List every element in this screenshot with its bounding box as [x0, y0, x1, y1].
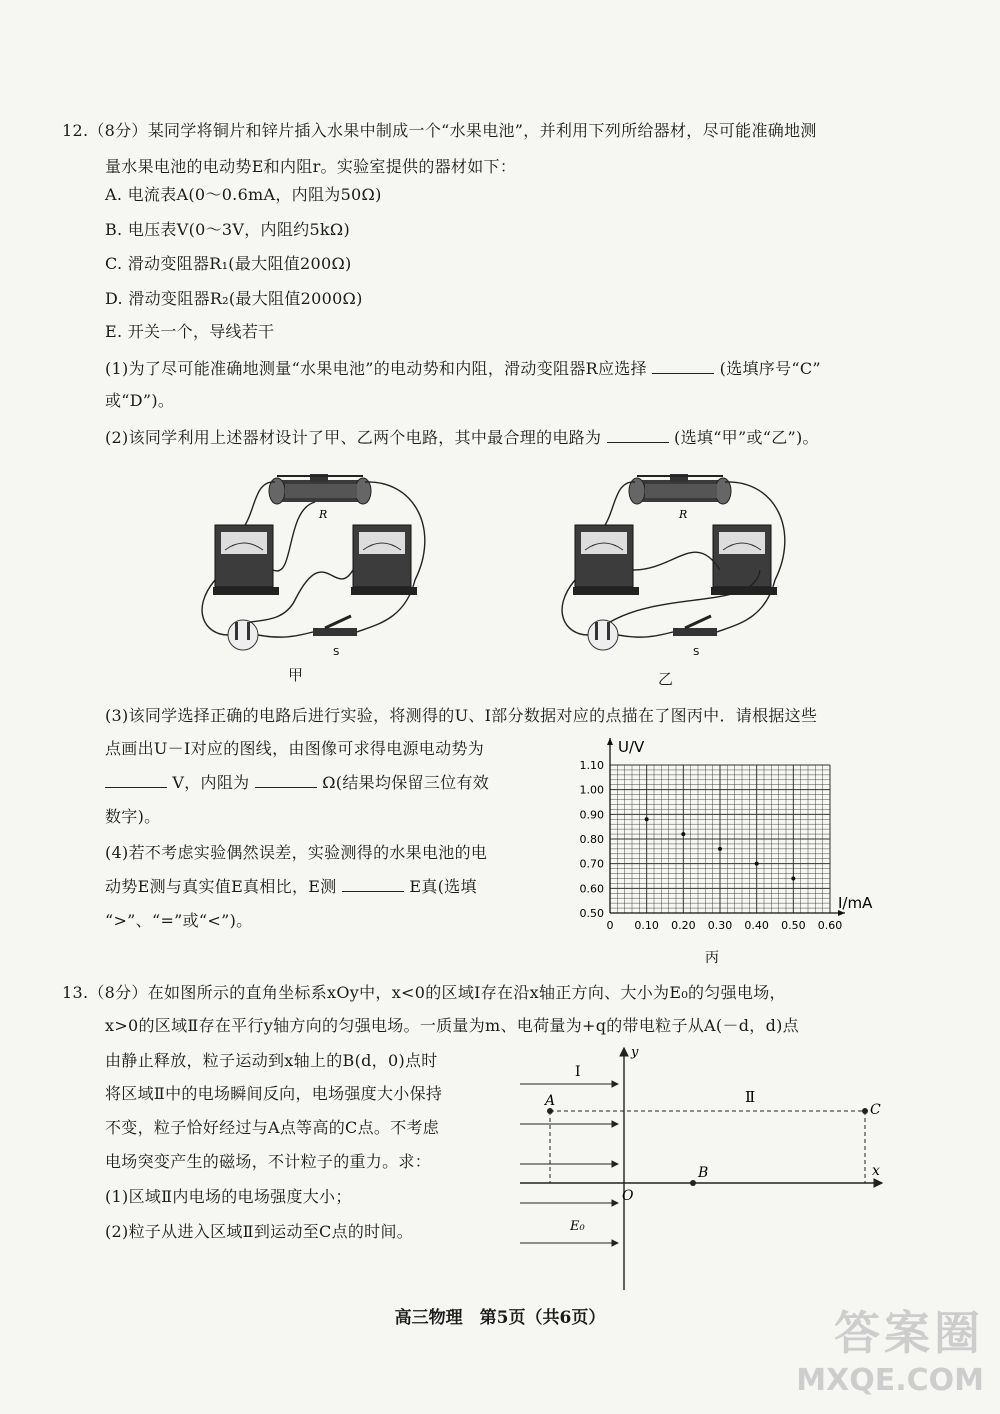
answer-blank-2[interactable]: [607, 428, 669, 443]
fruit-battery-icon: [228, 620, 258, 650]
q12-part3-line3: [105, 772, 489, 794]
q12-option-c: C. 滑动变阻器R₁(最大阻值200Ω): [105, 254, 352, 273]
watermark-url: MXQE.COM: [796, 1363, 984, 1398]
c-label: C: [870, 1102, 881, 1118]
answer-blank-5[interactable]: [342, 877, 404, 892]
e0-label: E₀: [570, 1219, 585, 1234]
voltmeter-icon: [711, 525, 777, 595]
voltmeter-icon: [351, 525, 417, 595]
q13-line1: 13.（8分）在如图所示的直角坐标系xOy中，x<0的区域Ⅰ存在沿x轴正方向、大小为E₀的匀强电场，: [62, 983, 786, 1002]
x-tick-label: 0.50: [781, 919, 806, 932]
q12-part1: [105, 358, 821, 380]
q12-part4-hint: E真(选填: [409, 877, 477, 896]
a-label: A: [545, 1093, 556, 1109]
switch-label-yi: S: [693, 647, 700, 658]
y-axis-label: U/V: [618, 738, 645, 756]
q12-option-d: D. 滑动变阻器R₂(最大阻值2000Ω): [105, 289, 363, 308]
region-2-label: Ⅱ: [745, 1088, 756, 1106]
q13-line6: 电场突变产生的磁场，不计粒子的重力。求：: [105, 1152, 432, 1171]
circuit-caption-yi: 乙: [658, 670, 674, 688]
watermark: [796, 1297, 984, 1398]
ammeter-icon: [213, 525, 279, 595]
x-tick-label: 0: [606, 919, 614, 932]
y-tick-label: 1.10: [579, 759, 604, 772]
x-tick-label: 0.30: [707, 919, 733, 932]
q12-part1-text: (1)为了尽可能准确地测量“水果电池”的电动势和内阻，滑动变阻器R应选择: [105, 359, 647, 378]
q13-line8: (2)粒子从进入区域Ⅱ到运动至C点的时间。: [105, 1222, 414, 1241]
q13-line3: 由静止释放，粒子运动到x轴上的B(d，0)点时: [105, 1051, 438, 1070]
x-tick-label: 0.40: [744, 919, 769, 932]
data-point: [645, 817, 649, 821]
circuit-caption-jia: 甲: [288, 666, 304, 684]
q13-line7: (1)区域Ⅱ内电场的电场强度大小；: [105, 1187, 352, 1206]
watermark-logo-text: 答案圈: [834, 1306, 984, 1360]
fruit-battery-icon: [588, 620, 618, 650]
circuit-figure-jia: [185, 470, 445, 670]
x-label: x: [872, 1163, 880, 1179]
chart-caption: 丙: [705, 950, 719, 966]
q13-line5: 不变，粒子恰好经过与A点等高的C点。不考虑: [105, 1118, 440, 1137]
q12-part2-text: (2)该同学利用上述器材设计了甲、乙两个电路，其中最合理的电路为: [105, 428, 602, 447]
answer-blank-1[interactable]: [652, 359, 714, 374]
switch-icon: [313, 616, 357, 636]
data-point: [791, 876, 795, 880]
ui-graph: [570, 730, 873, 975]
q12-part1-hint: (选填序号“C”: [719, 359, 821, 378]
q12-part3-unit-v: V，内阻为: [172, 773, 250, 792]
rheostat-icon: [269, 474, 371, 504]
page-footer: 高三物理 第5页（共6页）: [394, 1308, 606, 1328]
point-b: [690, 1180, 696, 1186]
data-point: [718, 847, 722, 851]
y-tick-label: 0.60: [579, 882, 604, 896]
q12-part3-unit-ohm: Ω(结果均保留三位有效: [322, 773, 490, 792]
coordinate-figure: [510, 1040, 910, 1295]
q13-line4: 将区域Ⅱ中的电场瞬间反向，电场强度大小保持: [105, 1084, 443, 1103]
y-tick-label: 1.00: [579, 783, 604, 797]
x-tick-label: 0.20: [671, 919, 696, 932]
q12-part2-hint: (选填“甲”或“乙”)。: [674, 428, 819, 447]
q12-stem-line1: 12.（8分）某同学将铜片和锌片插入水果中制成一个“水果电池”，并利用下列所给器材，尽可能准确地测: [62, 121, 817, 140]
origin-label: O: [622, 1188, 634, 1204]
q13-line2: x>0的区域Ⅱ存在平行y轴方向的匀强电场。一质量为m、电荷量为+q的带电粒子从A(－d，d)点: [105, 1016, 799, 1035]
q12-part3-line1: (3)该同学选择正确的电路后进行实验，将测得的U、I部分数据对应的点描在了图丙中．请根据这些: [105, 706, 818, 725]
region-1-label: Ⅰ: [575, 1064, 581, 1080]
y-tick-label: 0.90: [579, 808, 604, 822]
ammeter-icon: [573, 525, 639, 595]
y-axis-arrow: [607, 738, 613, 745]
answer-blank-3[interactable]: [105, 773, 167, 788]
b-label: B: [698, 1165, 709, 1181]
q12-part2: [105, 427, 819, 449]
y-tick-label: 0.50: [579, 907, 604, 920]
data-point: [681, 832, 685, 836]
q12-part4-line3: “>”、“=”或“<”)。: [105, 911, 253, 930]
y-label: y: [631, 1045, 639, 1060]
rheostat-icon: [629, 474, 731, 504]
rheostat-label-jia: R: [319, 508, 328, 521]
q12-part4-line1: (4)若不考虑实验偶然误差，实验测得的水果电池的电: [105, 843, 488, 862]
switch-icon: [673, 616, 717, 636]
circuit-figure-yi: [545, 470, 805, 670]
q12-option-a: A. 电流表A(0～0.6mA，内阻为50Ω): [105, 185, 382, 204]
q12-part4-text: 动势E测与真实值E真相比，E测: [105, 877, 337, 896]
q12-part1-tail: 或“D”)。: [105, 391, 175, 410]
y-tick-label: 0.70: [579, 857, 604, 871]
y-tick-label: 0.80: [579, 833, 604, 846]
q12-part3-line2: 点画出U－I对应的图线，由图像可求得电源电动势为: [105, 739, 485, 758]
switch-label-jia: S: [333, 647, 340, 658]
answer-blank-4[interactable]: [255, 773, 317, 788]
point-c: [862, 1108, 868, 1114]
q12-stem-line2: 量水果电池的电动势E和内阻r。实验室提供的器材如下：: [105, 157, 517, 176]
x-tick-label: 0.10: [634, 919, 659, 932]
q12-option-b: B. 电压表V(0～3V，内阻约5kΩ): [105, 220, 351, 239]
q12-part3-line4: 数字)。: [105, 807, 161, 826]
q12-part4-line2: [105, 876, 477, 898]
x-tick-label: 0.60: [817, 919, 843, 932]
data-point: [755, 862, 759, 866]
x-axis-label: I/mA: [838, 894, 873, 912]
rheostat-label-yi: R: [679, 508, 688, 521]
q12-option-e: E. 开关一个，导线若干: [105, 322, 275, 341]
